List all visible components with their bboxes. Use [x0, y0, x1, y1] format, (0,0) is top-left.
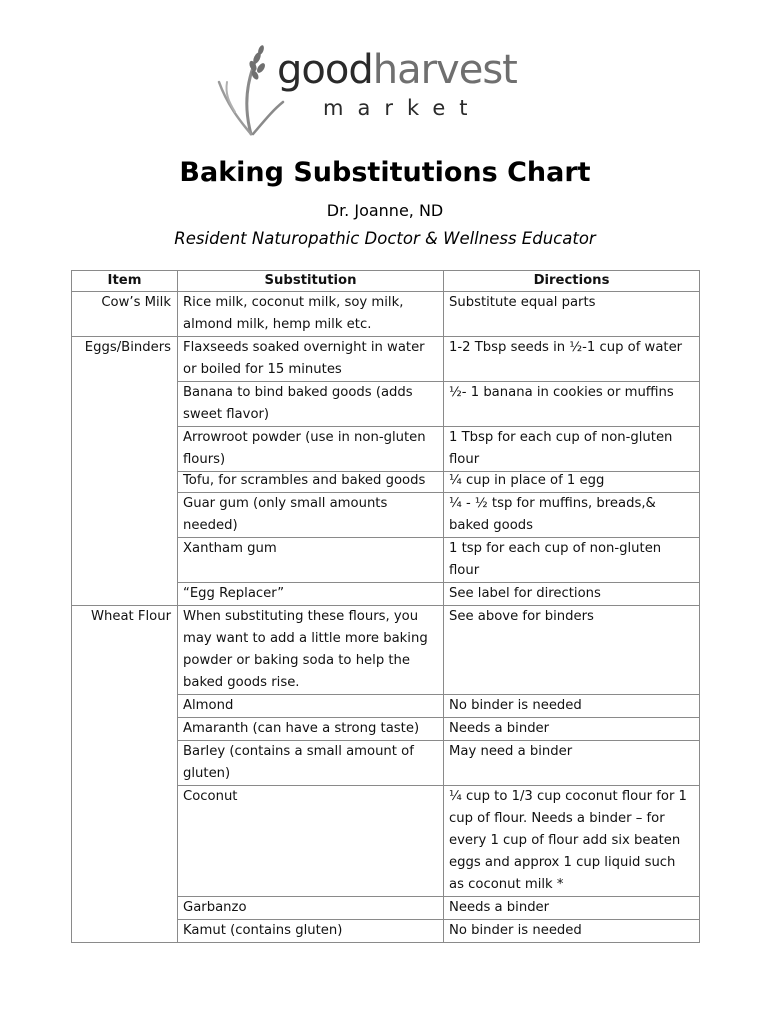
item-cell: Wheat Flour — [72, 606, 178, 695]
table-row — [72, 427, 700, 472]
item-cell-empty — [72, 382, 178, 427]
item-cell-empty — [72, 538, 178, 583]
directions-cell: Needs a binder — [444, 897, 700, 920]
item-cell-empty — [72, 920, 178, 943]
item-cell-empty — [72, 695, 178, 718]
substitution-cell: Xantham gum — [178, 538, 444, 583]
table-row — [72, 538, 700, 583]
directions-cell: See label for directions — [444, 583, 700, 606]
header-substitution: Substitution — [178, 271, 444, 292]
substitution-cell: Guar gum (only small amounts needed) — [178, 493, 444, 538]
item-cell-empty — [72, 897, 178, 920]
substitution-cell: Almond — [178, 695, 444, 718]
directions-cell: 1 Tbsp for each cup of non-gluten flour — [444, 427, 700, 472]
table-row — [72, 337, 700, 382]
table-row — [72, 583, 700, 606]
directions-cell: No binder is needed — [444, 920, 700, 943]
directions-cell: May need a binder — [444, 741, 700, 786]
table-row — [72, 920, 700, 943]
item-cell-empty — [72, 741, 178, 786]
table-row — [72, 741, 700, 786]
table-row — [72, 718, 700, 741]
item-cell: Eggs/Binders — [72, 337, 178, 382]
directions-cell: 1-2 Tbsp seeds in ½-1 cup of water — [444, 337, 700, 382]
substitution-cell: Flaxseeds soaked overnight in water or boiled for 15 minutes — [178, 337, 444, 382]
header-item: Item — [72, 271, 178, 292]
item-cell-empty — [72, 493, 178, 538]
directions-cell: ¼ cup in place of 1 egg — [444, 472, 700, 493]
header-directions: Directions — [444, 271, 700, 292]
directions-cell: ¼ cup to 1/3 cup coconut flour for 1 cup of flour. Needs a binder – for every 1 cup of flour add six beaten eggs and approx 1 cup liquid such as coconut milk * — [444, 786, 700, 897]
directions-cell: ¼ - ½ tsp for muffins, breads,& baked goods — [444, 493, 700, 538]
table-row — [72, 897, 700, 920]
substitution-cell: Amaranth (can have a strong taste) — [178, 718, 444, 741]
table-row — [72, 786, 700, 897]
logo-word-good: good — [277, 47, 373, 93]
table-row — [72, 493, 700, 538]
table-row — [72, 695, 700, 718]
table-header-row — [72, 271, 700, 292]
document-author: Dr. Joanne, ND — [326, 201, 444, 220]
directions-cell: Needs a binder — [444, 718, 700, 741]
substitution-cell: Arrowroot powder (use in non-gluten flours) — [178, 427, 444, 472]
substitution-cell: Barley (contains a small amount of gluten) — [178, 741, 444, 786]
directions-cell: ½- 1 banana in cookies or muffins — [444, 382, 700, 427]
document-author-role: Resident Naturopathic Doctor & Wellness Educator — [174, 229, 596, 248]
item-cell-empty — [72, 427, 178, 472]
substitution-cell: Coconut — [178, 786, 444, 897]
wheat-stalk-icon — [215, 42, 285, 137]
item-cell-empty — [72, 472, 178, 493]
substitution-cell: Kamut (contains gluten) — [178, 920, 444, 943]
table-row — [72, 382, 700, 427]
directions-cell: 1 tsp for each cup of non-gluten flour — [444, 538, 700, 583]
logo-wordmark — [277, 48, 517, 92]
good-harvest-market-logo — [215, 42, 560, 137]
logo-word-market: market — [323, 96, 482, 120]
substitution-cell: Rice milk, coconut milk, soy milk, almond milk, hemp milk etc. — [178, 292, 444, 337]
item-cell: Cow’s Milk — [72, 292, 178, 337]
document-title: Baking Substitutions Chart — [179, 157, 591, 188]
logo-word-harvest: harvest — [372, 47, 517, 93]
directions-cell: No binder is needed — [444, 695, 700, 718]
item-cell-empty — [72, 583, 178, 606]
table-row — [72, 292, 700, 337]
item-cell-empty — [72, 786, 178, 897]
substitution-cell: Garbanzo — [178, 897, 444, 920]
substitutions-table — [71, 270, 700, 943]
directions-cell: See above for binders — [444, 606, 700, 695]
table-row — [72, 606, 700, 695]
substitution-cell: “Egg Replacer” — [178, 583, 444, 606]
directions-cell: Substitute equal parts — [444, 292, 700, 337]
item-cell-empty — [72, 718, 178, 741]
substitution-cell: When substituting these flours, you may want to add a little more baking powder or baking soda to help the baked goods rise. — [178, 606, 444, 695]
substitution-cell: Tofu, for scrambles and baked goods — [178, 472, 444, 493]
substitution-cell: Banana to bind baked goods (adds sweet flavor) — [178, 382, 444, 427]
table-row — [72, 472, 700, 493]
